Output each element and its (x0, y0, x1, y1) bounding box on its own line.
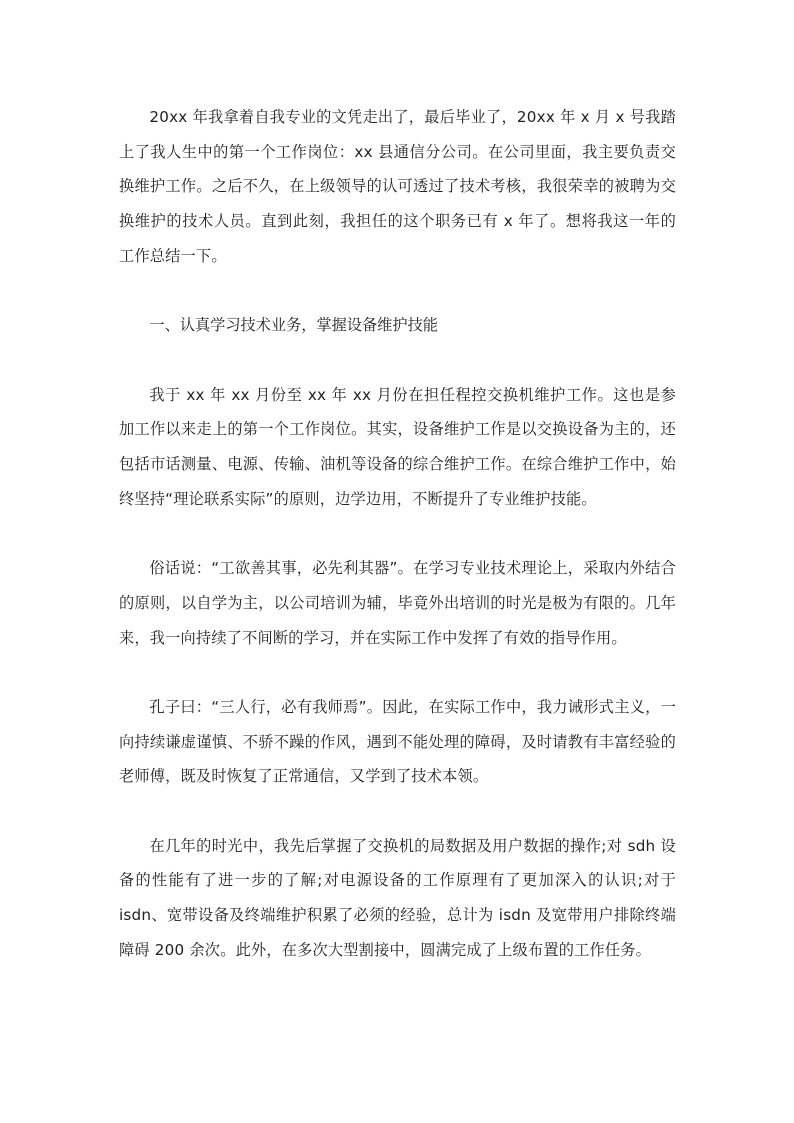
paragraph-proverb: 俗话说：“工欲善其事，必先利其器”。在学习专业技术理论上，采取内外结合的原则，以自学为主，以公司培训为辅，毕竟外出培训的时光是极为有限的。几年来，我一向持续了不间断的学习，并在实际工作中发挥了有效的指导作用。 (119, 559, 676, 647)
paragraph-spacer (119, 794, 676, 829)
paragraph-confucius: 孔子曰：“三人行，必有我师焉”。因此，在实际工作中，我力诫形式主义，一向持续谦虚谨慎、不骄不躁的作风，遇到不能处理的障碍，及时请教有丰富经验的老师傅，既及时恢复了正常通信，又学到了技术本领。 (119, 697, 676, 786)
paragraph-intro: 20xx 年我拿着自我专业的文凭走出了，最后毕业了，20xx 年 x 月 x 号我踏上了我人生中的第一个工作岗位：xx 县通信分公司。在公司里面，我主要负责交换维护工作。之后不久，在上级领导的认可透过了技术考核，我很荣幸的被聘为交换维护的技术人员。直到此刻，我担任的这个职务已有 x 年了。想将我这一年的工作总结一下。 (119, 108, 676, 265)
paragraph-spacer (119, 516, 676, 551)
document-body (119, 100, 676, 968)
paragraph-spacer (119, 655, 676, 690)
section-heading: 一、认真学习技术业务，掌握设备维护技能 (149, 316, 438, 335)
paragraph-spacer (119, 274, 676, 309)
paragraph-maintenance: 我于 xx 年 xx 月份至 xx 年 xx 月份在担任程控交换机维护工作。这也是参加工作以来走上的第一个工作岗位。其实，设备维护工作是以交换设备为主的，还包括市话测量、电源、传输、油机等设备的综合维护工作。在综合维护工作中，始终坚持“理论联系实际”的原则，边学边用，不断提升了专业维护技能。 (119, 385, 676, 508)
paragraph-spacer (119, 343, 676, 378)
paragraph-achievements: 在几年的时光中，我先后掌握了交换机的局数据及用户数据的操作;对 sdh 设备的性能有了进一步的了解;对电源设备的工作原理有了更加深入的认识;对于 isdn、宽带设备及终端维护积累了必须的经验，总计为 isdn 及宽带用户排除终端障碍 200 余次。此外，在多次大型割接中，圆满完成了上级布置的工作任务。 (119, 836, 676, 959)
